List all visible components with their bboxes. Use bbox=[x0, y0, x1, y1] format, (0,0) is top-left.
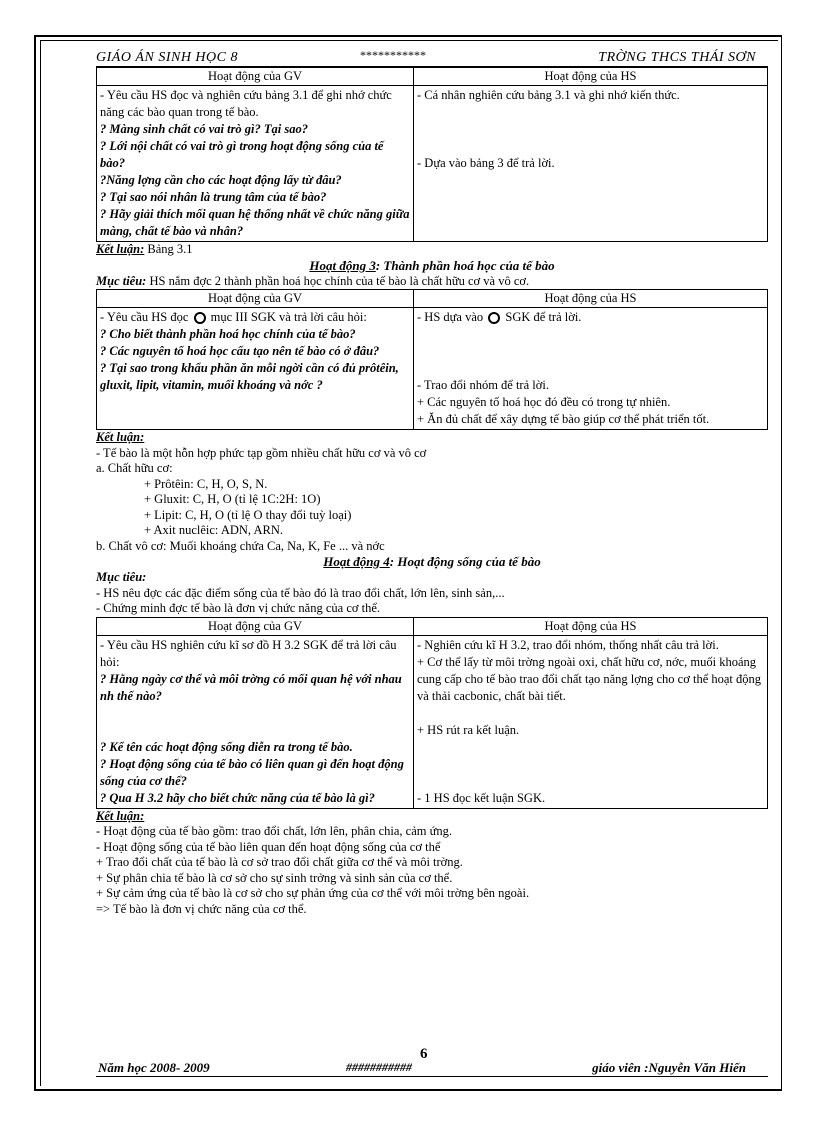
hs-cell bbox=[414, 308, 768, 430]
gv-question: ? Màng sinh chất có vai trò gì? Tại sao? bbox=[100, 122, 309, 136]
header-hs: Hoạt động của HS bbox=[414, 617, 768, 635]
hs-answer: + HS rút ra kết luận. bbox=[417, 722, 520, 737]
gv-question: ? Hoạt động sống của tế bào có liên quan gì đến hoạt động sống của cơ thể? bbox=[100, 756, 404, 788]
conclusion-line: + Sự cảm ứng của tế bào là cơ sở cho sự phản ứng của cơ thể với môi trờng bên ngoài. bbox=[96, 886, 530, 900]
conclusion-label: Kết luận: bbox=[96, 242, 145, 256]
hs-answer: - Trao đổi nhóm để trả lời. bbox=[417, 378, 549, 392]
footer-teacher: giáo viên :Nguyễn Văn Hiến bbox=[592, 1060, 746, 1075]
conclusion-line: a. Chất hữu cơ: bbox=[96, 461, 173, 475]
gv-intro-a: - Yêu cầu HS đọc bbox=[100, 310, 189, 324]
table-activity-4 bbox=[96, 617, 768, 809]
hs-cell bbox=[414, 86, 768, 242]
table-header-row bbox=[97, 68, 768, 86]
document-page bbox=[96, 44, 768, 917]
hs-answer: - Dựa vào bảng 3 để trả lời. bbox=[417, 156, 555, 170]
gv-question: ? Cho biết thành phần hoá học chính của tế bào? bbox=[100, 327, 356, 341]
conclusion-line: + Gluxit: C, H, O (tỉ lệ 1C:2H: 1O) bbox=[144, 492, 321, 506]
table-row bbox=[97, 86, 768, 242]
gv-question: ? Tại sao trong khẩu phần ăn mỗi ngời cần có đủ prôtêin, gluxit, lipit, vitamin, muối khoáng và nớc ? bbox=[100, 361, 399, 392]
hs-answer-a: - HS dựa vào bbox=[417, 310, 484, 324]
hs-answer: + Các nguyên tố hoá học đó đều có trong tự nhiên. bbox=[417, 395, 671, 409]
header-gv: Hoạt động của GV bbox=[97, 68, 414, 86]
hs-answer: + Cơ thể lấy từ môi trờng ngoài oxi, chất hữu cơ, nớc, muối khoáng cung cấp cho tế bào trao đổi chất tạo năng lợng cho cơ thể hoạt động và thải cacbonic, chất bài tiết. bbox=[417, 654, 762, 703]
hs-answer: - 1 HS đọc kết luận SGK. bbox=[417, 790, 546, 805]
gv-intro-b: mục III SGK và trả lời câu hỏi: bbox=[210, 310, 367, 324]
gv-cell bbox=[97, 635, 414, 808]
conclusion-line: - Hoạt động của tế bào gồm: trao đổi chất, lớn lên, phân chia, cảm ứng. bbox=[96, 824, 452, 838]
conclusion-line: + Trao đổi chất của tế bào là cơ sở trao đổi chất giữa cơ thể và môi trờng. bbox=[96, 855, 463, 869]
conclusion-line: - Tế bào là một hỗn hợp phức tạp gồm nhiều chất hữu cơ và vô cơ bbox=[96, 445, 427, 460]
footer-hashes: ########### bbox=[346, 1060, 412, 1074]
goal-line: - Chứng minh đợc tế bào là đơn vị chức năng của cơ thể. bbox=[96, 601, 380, 615]
conclusion-line: b. Chất vô cơ: Muối khoáng chứa Ca, Na, K, Fe ... và nớc bbox=[96, 538, 385, 553]
footer-school-year: Năm học 2008- 2009 bbox=[98, 1060, 210, 1075]
conclusion-line: + Prôtêin: C, H, O, S, N. bbox=[144, 476, 268, 491]
table-activity-2 bbox=[96, 67, 768, 242]
table-row bbox=[97, 635, 768, 808]
gv-cell bbox=[97, 308, 414, 430]
hs-cell bbox=[414, 635, 768, 808]
hs-answer-b: SGK để trả lời. bbox=[505, 310, 582, 324]
conclusion-line: - Hoạt động sống của tế bào liên quan đến hoạt động sống của cơ thể bbox=[96, 839, 441, 854]
activity-title-text: : Thành phần hoá học của tế bào bbox=[375, 257, 555, 273]
gv-question: ? Qua H 3.2 hãy cho biết chức năng của tế bào là gì? bbox=[100, 790, 375, 805]
table-header-row bbox=[97, 617, 768, 635]
hs-answer: + Ăn đủ chất để xây dựng tế bào giúp cơ thể phát triển tốt. bbox=[417, 412, 710, 426]
gv-question: ? Hằng ngày cơ thể và môi trờng có mối quan hệ với nhau nh thế nào? bbox=[100, 671, 402, 703]
activity-4-conclusion bbox=[96, 809, 768, 918]
page-header bbox=[96, 44, 768, 67]
table-activity-3 bbox=[96, 289, 768, 430]
page-number: 6 bbox=[420, 1046, 428, 1062]
hs-answer bbox=[417, 309, 764, 326]
header-subject: GIÁO ÁN SINH HỌC 8 bbox=[96, 50, 238, 65]
table-row bbox=[97, 308, 768, 430]
conclusion-line: + Sự phân chia tế bào là cơ sở cho sự sinh trởng và sinh sản của cơ thể. bbox=[96, 870, 453, 885]
header-hs: Hoạt động của HS bbox=[414, 290, 768, 308]
activity-label: Hoạt động 3 bbox=[309, 257, 376, 273]
conclusion-label: Kết luận: bbox=[96, 808, 145, 823]
conclusion-text: Bảng 3.1 bbox=[144, 242, 193, 256]
gv-cell bbox=[97, 86, 414, 242]
activity-label: Hoạt động 4 bbox=[323, 554, 390, 569]
conclusion-label: Kết luận: bbox=[96, 430, 145, 444]
goal-label: Mục tiêu: bbox=[96, 273, 147, 288]
gv-intro: - Yêu cầu HS nghiên cứu kĩ sơ đồ H 3.2 SGK để trả lời câu hỏi: bbox=[100, 637, 397, 669]
activity-4-title bbox=[96, 554, 768, 570]
conclusion-line: + Axit nuclêic: ADN, ARN. bbox=[144, 523, 283, 537]
page-footer bbox=[96, 1046, 768, 1077]
gv-question: ? Các nguyên tố hoá học cấu tạo nên tế bào có ở đâu? bbox=[100, 344, 380, 358]
circle-symbol-icon bbox=[194, 312, 206, 324]
header-stars: *********** bbox=[360, 48, 426, 62]
header-gv: Hoạt động của GV bbox=[97, 290, 414, 308]
gv-question: ?Năng lợng cần cho các hoạt động lấy từ đâu? bbox=[100, 173, 342, 187]
gv-question: ? Lới nội chất có vai trò gì trong hoạt động sống của tế bào? bbox=[100, 139, 384, 170]
conclusion-line: => Tế bào là đơn vị chức năng của cơ thể. bbox=[96, 901, 307, 916]
gv-question: ? Hãy giải thích mối quan hệ thống nhất về chức năng giữa màng, chất tế bào và nhân? bbox=[100, 207, 410, 238]
goal-line: - HS nêu đợc các đặc điểm sống của tế bào đó là trao đổi chất, lớn lên, sinh sản,... bbox=[96, 585, 505, 600]
gv-question: ? Tại sao nói nhân là trung tâm của tế bào? bbox=[100, 190, 327, 204]
header-hs: Hoạt động của HS bbox=[414, 68, 768, 86]
activity-title-text: : Hoạt động sống của tế bào bbox=[389, 554, 541, 569]
gv-intro bbox=[100, 309, 410, 326]
hs-answer: - Nghiên cứu kĩ H 3.2, trao đổi nhóm, thống nhất câu trả lời. bbox=[417, 637, 719, 652]
conclusion-1 bbox=[96, 242, 768, 258]
header-school: TRỜNG THCS THÁI SƠN bbox=[598, 50, 756, 65]
gv-intro: - Yêu cầu HS đọc và nghiên cứu bảng 3.1 để ghi nhớ chức năng các bào quan trong tế bào. bbox=[100, 88, 392, 119]
header-gv: Hoạt động của GV bbox=[97, 617, 414, 635]
activity-3-goal bbox=[96, 274, 768, 290]
goal-label: Mục tiêu: bbox=[96, 570, 147, 584]
activity-3-title bbox=[96, 258, 768, 274]
conclusion-line: + Lipit: C, H, O (tỉ lệ O thay đổi tuỳ loại) bbox=[144, 507, 352, 522]
activity-3-conclusion bbox=[96, 430, 768, 554]
hs-answer: - Cá nhân nghiên cứu bảng 3.1 và ghi nhớ kiến thức. bbox=[417, 88, 680, 102]
gv-question: ? Kể tên các hoạt động sống diễn ra trong tế bào. bbox=[100, 739, 353, 754]
circle-symbol-icon bbox=[488, 312, 500, 324]
goal-text: HS nắm đợc 2 thành phần hoá học chính của tế bào là chất hữu cơ và vô cơ. bbox=[146, 273, 530, 288]
table-header-row bbox=[97, 290, 768, 308]
